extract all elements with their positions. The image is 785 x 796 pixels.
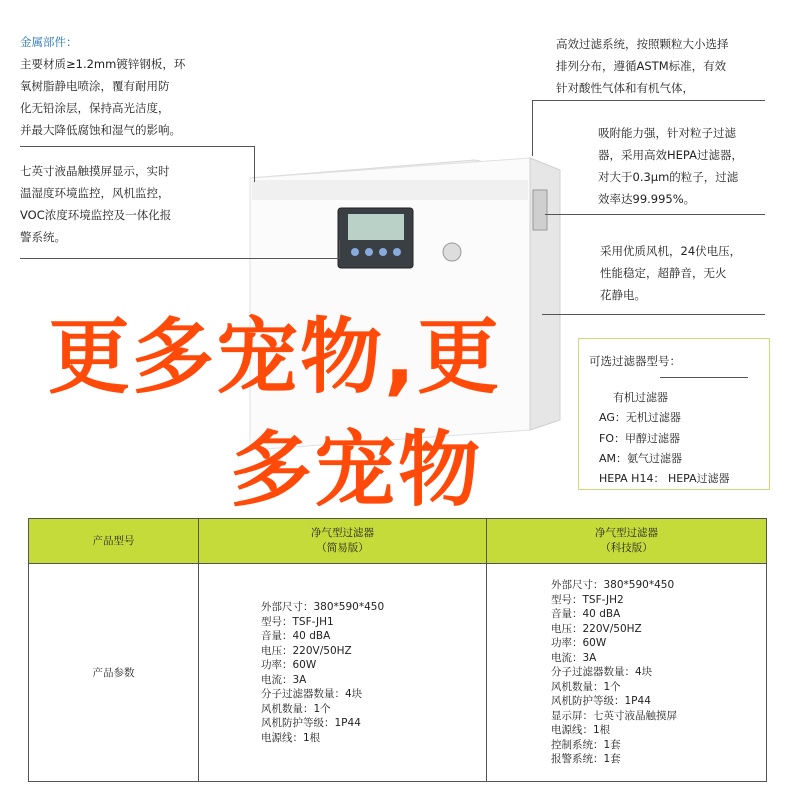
filtration-line: 针对酸性气体和有机气体，	[556, 81, 694, 95]
param-line: 电源线：1根	[261, 731, 321, 744]
param-line: 显示屏：七英寸液晶触摸屏	[551, 709, 677, 722]
fan-line: 花静电。	[600, 288, 646, 302]
param-line: 分子过滤器数量：4块	[261, 688, 363, 700]
filter-model-item: AM：氨气过滤器	[599, 452, 683, 465]
filters-leader	[660, 377, 748, 378]
display-callout	[20, 160, 171, 248]
fan-line: 采用优质风机，24伏电压，	[600, 244, 742, 258]
row-label-params: 产品参数	[29, 564, 199, 782]
param-line: 电源线：1根	[551, 724, 611, 737]
param-line: 电压：220V/50HZ	[551, 622, 642, 635]
param-line: 风机防护等级：1P44	[551, 695, 651, 708]
param-line: 型号：TSF-JH1	[261, 615, 334, 628]
param-line: 外部尺寸：380*590*450	[551, 579, 675, 592]
material-line: 化无铅涂层，保持高光洁度，	[20, 101, 170, 115]
tech-params-cell	[487, 564, 767, 782]
col-tech-subtitle: （科技版）	[600, 542, 653, 554]
display-line: 七英寸液晶触摸屏显示，实时	[20, 164, 170, 178]
param-line: 外部尺寸：380*590*450	[261, 601, 385, 613]
material-line: 主要材质≥1.2mm镀锌钢板，环	[20, 57, 186, 71]
material-heading: 金属部件：	[20, 35, 78, 49]
header-col-tech	[487, 519, 767, 564]
filtration-line: 高效过滤系统，按照颗粒大小选择	[556, 37, 729, 51]
param-line: 电流：3A	[551, 651, 597, 664]
param-line: 功率：60W	[261, 659, 317, 671]
table-header-row	[29, 519, 767, 564]
material-line: 并最大降低腐蚀和湿气的影响。	[20, 123, 181, 137]
filter-models-title: 可选过滤器型号：	[589, 354, 681, 368]
display-line: 温湿度环境监控，风机监控，	[20, 186, 170, 200]
filter-model-item: 有机过滤器	[613, 391, 668, 404]
tech-params-list	[551, 578, 677, 767]
filtration-leader-h	[532, 100, 765, 101]
filter-model-item: AG：无机过滤器	[599, 411, 681, 424]
param-line: 功率：60W	[551, 637, 607, 650]
adsorption-line: 对大于0.3μm的粒子，过滤	[598, 170, 739, 184]
display-line: VOC浓度环境监控及一体化报	[20, 208, 172, 222]
param-line: 电压：220V/50HZ	[261, 644, 352, 657]
material-leader-v	[254, 146, 255, 182]
col-tech-title: 净气型过滤器	[595, 527, 658, 539]
param-line: 分子过滤器数量：4块	[551, 666, 653, 679]
adsorption-line: 效率达99.995%。	[598, 192, 696, 206]
header-product-model: 产品型号	[29, 519, 199, 564]
fan-callout	[600, 240, 741, 306]
filter-model-item: FO：甲醇过滤器	[599, 432, 680, 445]
adsorption-line: 器，采用高效HEPA过滤器，	[598, 148, 743, 162]
param-line: 音量：40 dBA	[551, 608, 621, 621]
overlay-text-line1: 更多宠物,更	[48, 310, 502, 405]
param-line: 电流：3A	[261, 673, 307, 686]
filter-models-box	[578, 338, 770, 490]
adsorption-callout	[598, 122, 743, 210]
basic-params-cell	[199, 564, 487, 782]
fan-leader	[542, 314, 765, 315]
spec-table	[28, 518, 767, 782]
display-line: 警系统。	[20, 230, 66, 244]
material-callout	[20, 31, 185, 141]
header-col-basic	[199, 519, 487, 564]
param-line: 风机数量：1个	[261, 702, 331, 715]
param-line: 风机数量：1个	[551, 680, 621, 693]
fan-line: 性能稳定，超静音，无火	[600, 266, 727, 280]
param-line: 报警系统：1套	[551, 753, 621, 766]
param-line: 控制系统：1套	[551, 738, 621, 751]
material-leader-h	[20, 146, 255, 147]
display-leader-h	[20, 258, 340, 259]
overlay-text-line2: 多宠物	[230, 423, 483, 518]
col-basic-title: 净气型过滤器	[311, 527, 374, 539]
table-row	[29, 564, 767, 782]
adsorption-leader	[545, 214, 765, 215]
param-line: 型号：TSF-JH2	[551, 593, 624, 606]
adsorption-line: 吸附能力强，针对粒子过滤	[598, 126, 736, 140]
filter-model-item: HEPA H14： HEPA过滤器	[599, 472, 730, 485]
display-leader-v	[339, 240, 340, 259]
filtration-callout	[556, 33, 729, 99]
basic-params-list	[261, 600, 384, 745]
param-line: 风机防护等级：1P44	[261, 717, 361, 729]
filtration-leader-v	[532, 100, 533, 156]
col-basic-subtitle: （简易版）	[316, 542, 369, 554]
filtration-line: 排列分布，遵循ASTM标准，有效	[556, 59, 727, 73]
param-line: 音量：40 dBA	[261, 630, 331, 642]
material-line: 氧树脂静电喷涂，覆有耐用防	[20, 79, 170, 93]
